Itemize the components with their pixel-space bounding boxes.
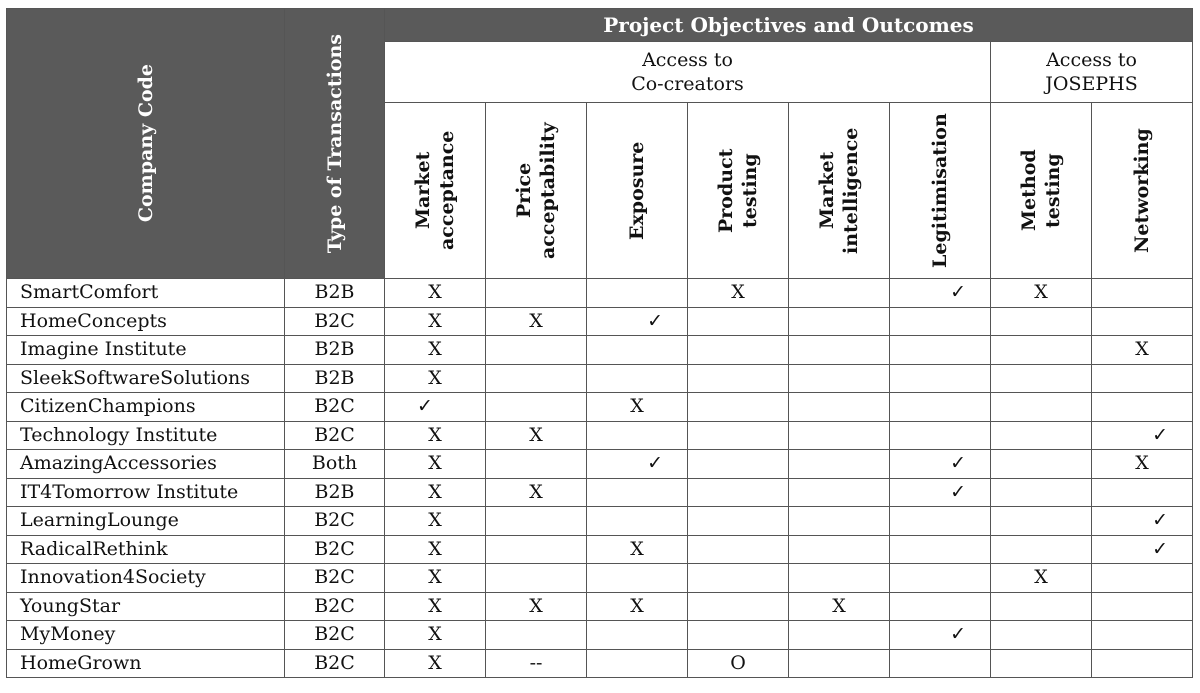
cell-legitimisation xyxy=(890,336,991,365)
check-icon: ✓ xyxy=(950,480,966,503)
cell-product-testing xyxy=(688,421,789,450)
check-icon: ✓ xyxy=(1152,537,1169,560)
cell-legitimisation xyxy=(890,393,991,422)
column-header-price-acceptability xyxy=(486,103,587,279)
transaction-type-cell: B2C xyxy=(285,564,385,593)
column-label-product-testing: Product testing xyxy=(715,148,761,233)
table-container xyxy=(6,8,1192,678)
company-code-header xyxy=(7,9,285,279)
cell-exposure xyxy=(587,421,688,450)
cell-price-acceptability: X xyxy=(486,478,587,507)
cell-networking xyxy=(1092,507,1193,536)
cell-market-acceptance: X xyxy=(385,564,486,593)
cell-networking xyxy=(1092,535,1193,564)
cell-market-intelligence xyxy=(789,307,890,336)
cell-legitimisation xyxy=(890,307,991,336)
cell-market-intelligence xyxy=(789,421,890,450)
cell-market-intelligence xyxy=(789,535,890,564)
check-icon: ✓ xyxy=(647,309,663,332)
cell-market-intelligence xyxy=(789,564,890,593)
cell-method-testing xyxy=(991,621,1092,650)
column-label-method-testing: Method testing xyxy=(1018,149,1064,232)
type-of-transactions-header xyxy=(285,9,385,279)
transaction-type-cell: B2C xyxy=(285,507,385,536)
cell-market-acceptance: X xyxy=(385,621,486,650)
cell-networking xyxy=(1092,421,1193,450)
cell-legitimisation xyxy=(890,592,991,621)
cell-market-acceptance: X xyxy=(385,592,486,621)
cell-exposure xyxy=(587,478,688,507)
transaction-type-cell: B2C xyxy=(285,649,385,678)
cell-product-testing xyxy=(688,307,789,336)
transaction-type-cell: B2B xyxy=(285,279,385,308)
company-cell: HomeGrown xyxy=(7,649,285,678)
table-row xyxy=(7,307,1193,336)
check-icon: ✓ xyxy=(417,395,433,418)
transaction-type-cell: B2C xyxy=(285,307,385,336)
cell-product-testing xyxy=(688,564,789,593)
cell-market-acceptance: X xyxy=(385,307,486,336)
cell-market-intelligence xyxy=(789,364,890,393)
column-header-market-intelligence xyxy=(789,103,890,279)
cell-legitimisation xyxy=(890,507,991,536)
company-cell: AmazingAccessories xyxy=(7,450,285,479)
cell-method-testing xyxy=(991,507,1092,536)
cell-product-testing xyxy=(688,478,789,507)
cell-product-testing: X xyxy=(688,279,789,308)
transaction-type-cell: B2B xyxy=(285,478,385,507)
table-row xyxy=(7,279,1193,308)
cell-market-acceptance: X xyxy=(385,649,486,678)
cell-product-testing xyxy=(688,450,789,479)
cell-exposure xyxy=(587,564,688,593)
cell-method-testing xyxy=(991,592,1092,621)
cell-market-intelligence xyxy=(789,507,890,536)
cell-exposure xyxy=(587,450,688,479)
cell-market-acceptance xyxy=(385,393,486,422)
table-row xyxy=(7,393,1193,422)
column-header-legitimisation xyxy=(890,103,991,279)
check-icon: ✓ xyxy=(1152,423,1169,446)
cell-networking: X xyxy=(1092,336,1193,365)
cell-method-testing: X xyxy=(991,564,1092,593)
column-label-market-acceptance: Market acceptance xyxy=(412,130,458,251)
table-row xyxy=(7,621,1193,650)
table-row xyxy=(7,421,1193,450)
check-icon: ✓ xyxy=(1152,509,1169,532)
cell-legitimisation xyxy=(890,649,991,678)
cell-market-acceptance: X xyxy=(385,478,486,507)
column-header-exposure xyxy=(587,103,688,279)
table-row xyxy=(7,592,1193,621)
group-josephs-header: Access to JOSEPHS xyxy=(991,42,1193,103)
cell-method-testing xyxy=(991,535,1092,564)
cell-price-acceptability: X xyxy=(486,421,587,450)
table-row xyxy=(7,535,1193,564)
cell-exposure xyxy=(587,621,688,650)
table-row xyxy=(7,507,1193,536)
cell-market-intelligence xyxy=(789,279,890,308)
company-cell: SmartComfort xyxy=(7,279,285,308)
transaction-type-cell: B2C xyxy=(285,421,385,450)
transaction-type-cell: B2B xyxy=(285,336,385,365)
check-icon: ✓ xyxy=(950,452,966,475)
cell-networking xyxy=(1092,621,1193,650)
cell-market-acceptance: X xyxy=(385,336,486,365)
cell-market-intelligence xyxy=(789,649,890,678)
cell-market-intelligence xyxy=(789,393,890,422)
cell-method-testing xyxy=(991,336,1092,365)
cell-product-testing xyxy=(688,507,789,536)
cell-networking xyxy=(1092,478,1193,507)
cell-exposure: X xyxy=(587,592,688,621)
table-row xyxy=(7,450,1193,479)
cell-market-intelligence: X xyxy=(789,592,890,621)
transaction-type-cell: B2C xyxy=(285,535,385,564)
cell-method-testing xyxy=(991,450,1092,479)
company-cell: Technology Institute xyxy=(7,421,285,450)
cell-exposure: X xyxy=(587,393,688,422)
cell-price-acceptability xyxy=(486,564,587,593)
table-row xyxy=(7,478,1193,507)
check-icon: ✓ xyxy=(950,623,966,646)
type-of-transactions-label: Type of Transactions xyxy=(323,33,346,254)
cell-method-testing xyxy=(991,421,1092,450)
group-cocreators-header: Access to Co-creators xyxy=(385,42,991,103)
column-label-price-acceptability: Price acceptability xyxy=(513,122,559,259)
transaction-type-cell: B2C xyxy=(285,621,385,650)
cell-price-acceptability xyxy=(486,535,587,564)
cell-method-testing xyxy=(991,649,1092,678)
cell-market-intelligence xyxy=(789,478,890,507)
cell-product-testing xyxy=(688,364,789,393)
cell-legitimisation xyxy=(890,421,991,450)
cell-price-acceptability xyxy=(486,507,587,536)
table-row xyxy=(7,649,1193,678)
cell-networking xyxy=(1092,393,1193,422)
cell-market-acceptance: X xyxy=(385,507,486,536)
cell-networking: X xyxy=(1092,450,1193,479)
cell-legitimisation xyxy=(890,279,991,308)
table-row xyxy=(7,564,1193,593)
cell-exposure xyxy=(587,507,688,536)
cell-market-intelligence xyxy=(789,450,890,479)
cell-market-acceptance: X xyxy=(385,279,486,308)
transaction-type-cell: Both xyxy=(285,450,385,479)
cell-price-acceptability xyxy=(486,279,587,308)
cell-legitimisation xyxy=(890,535,991,564)
column-label-market-intelligence: Market intelligence xyxy=(816,127,862,254)
cell-exposure xyxy=(587,364,688,393)
cell-product-testing xyxy=(688,393,789,422)
cell-legitimisation xyxy=(890,478,991,507)
cell-price-acceptability: -- xyxy=(486,649,587,678)
company-cell: MyMoney xyxy=(7,621,285,650)
objectives-table xyxy=(6,8,1193,678)
column-header-method-testing xyxy=(991,103,1092,279)
cell-networking xyxy=(1092,592,1193,621)
transaction-type-cell: B2C xyxy=(285,592,385,621)
cell-price-acceptability xyxy=(486,364,587,393)
column-header-networking xyxy=(1092,103,1193,279)
company-cell: HomeConcepts xyxy=(7,307,285,336)
project-objectives-header: Project Objectives and Outcomes xyxy=(385,9,1193,42)
cell-networking xyxy=(1092,279,1193,308)
cell-price-acceptability xyxy=(486,336,587,365)
cell-price-acceptability: X xyxy=(486,307,587,336)
column-label-legitimisation: Legitimisation xyxy=(929,113,951,268)
cell-product-testing: O xyxy=(688,649,789,678)
company-cell: IT4Tomorrow Institute xyxy=(7,478,285,507)
cell-market-acceptance: X xyxy=(385,450,486,479)
cell-networking xyxy=(1092,649,1193,678)
cell-networking xyxy=(1092,364,1193,393)
cell-price-acceptability: X xyxy=(486,592,587,621)
cell-networking xyxy=(1092,564,1193,593)
company-code-label: Company Code xyxy=(134,64,157,223)
cell-networking xyxy=(1092,307,1193,336)
table-row xyxy=(7,336,1193,365)
cell-product-testing xyxy=(688,592,789,621)
cell-exposure xyxy=(587,649,688,678)
cell-method-testing: X xyxy=(991,279,1092,308)
column-header-market-acceptance xyxy=(385,103,486,279)
cell-price-acceptability xyxy=(486,621,587,650)
column-label-networking: Networking xyxy=(1131,128,1154,253)
column-label-exposure: Exposure xyxy=(626,141,648,240)
check-icon: ✓ xyxy=(950,281,966,304)
company-cell: Imagine Institute xyxy=(7,336,285,365)
check-icon: ✓ xyxy=(647,452,663,475)
company-cell: RadicalRethink xyxy=(7,535,285,564)
cell-legitimisation xyxy=(890,564,991,593)
cell-product-testing xyxy=(688,336,789,365)
cell-market-acceptance: X xyxy=(385,364,486,393)
company-cell: YoungStar xyxy=(7,592,285,621)
company-cell: CitizenChampions xyxy=(7,393,285,422)
cell-method-testing xyxy=(991,364,1092,393)
cell-legitimisation xyxy=(890,450,991,479)
cell-exposure xyxy=(587,336,688,365)
cell-legitimisation xyxy=(890,621,991,650)
cell-price-acceptability xyxy=(486,450,587,479)
transaction-type-cell: B2C xyxy=(285,393,385,422)
cell-method-testing xyxy=(991,478,1092,507)
cell-exposure: X xyxy=(587,535,688,564)
cell-product-testing xyxy=(688,621,789,650)
company-cell: SleekSoftwareSolutions xyxy=(7,364,285,393)
table-row xyxy=(7,364,1193,393)
cell-price-acceptability xyxy=(486,393,587,422)
cell-method-testing xyxy=(991,307,1092,336)
cell-market-acceptance: X xyxy=(385,535,486,564)
cell-market-intelligence xyxy=(789,336,890,365)
cell-legitimisation xyxy=(890,364,991,393)
cell-exposure xyxy=(587,307,688,336)
company-cell: LearningLounge xyxy=(7,507,285,536)
company-cell: Innovation4Society xyxy=(7,564,285,593)
cell-market-acceptance: X xyxy=(385,421,486,450)
column-header-product-testing xyxy=(688,103,789,279)
cell-product-testing xyxy=(688,535,789,564)
cell-method-testing xyxy=(991,393,1092,422)
cell-exposure xyxy=(587,279,688,308)
transaction-type-cell: B2B xyxy=(285,364,385,393)
cell-market-intelligence xyxy=(789,621,890,650)
